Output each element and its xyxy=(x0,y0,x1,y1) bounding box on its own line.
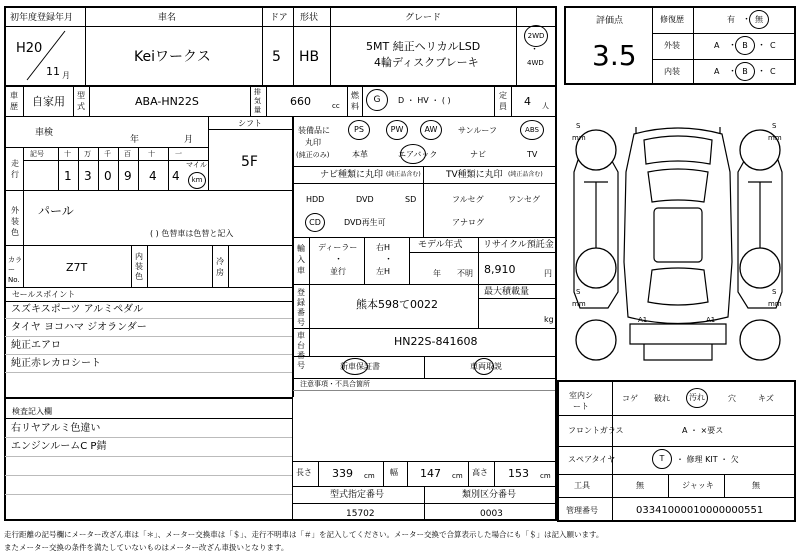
mile-unit: マイル xyxy=(186,161,207,169)
manual-circle xyxy=(474,358,494,375)
equip-airbag-circle xyxy=(400,144,426,164)
equip-airbag: エアバック xyxy=(398,150,438,159)
reg-number-label: 登録番号 xyxy=(297,288,305,327)
tv-type-label: TV種類に丸印 xyxy=(446,170,503,180)
displacement-value: 660 xyxy=(290,95,311,108)
seat-stain-circle: 汚れ xyxy=(686,388,708,408)
model-year-unit: 年 xyxy=(433,269,441,278)
model-year-unknown: 不明 xyxy=(457,269,473,278)
mile-header-ichi: 一 xyxy=(175,150,182,158)
footer-note-1: 走行距離の記号欄にメーター改ざん車は「＊」、メーター交換車は「＄」、走行不明車は「＃」を記入してください。メーター交換で合算表示した場合にも「＄」は記入願います。 xyxy=(4,530,604,539)
equip-aw-circle: AW xyxy=(420,120,442,140)
drive-2wd-circle: 2WD xyxy=(524,25,548,47)
inspection-notes-label: 検査記入欄 xyxy=(12,407,52,416)
caution-label: 注意事項・不具合箇所 xyxy=(300,380,370,388)
inspection-year: 年 xyxy=(130,135,140,145)
tv-oneseg: ワンセグ xyxy=(508,195,540,204)
inspection-note-1: 右リヤアルミ色違い xyxy=(11,423,101,434)
equip-sunroof: サンルーフ xyxy=(458,126,497,135)
diagram-mm-tr: mm xyxy=(768,134,782,142)
diagram-mm-tl: mm xyxy=(572,134,586,142)
diagram-s-tl: S xyxy=(576,122,581,130)
rating-label: 評価点 xyxy=(596,16,624,26)
equip-navi: ナビ xyxy=(470,150,486,159)
fuel-options: D ・ HV ・ ( ) xyxy=(398,96,451,105)
equip-abs-circle: ABS xyxy=(520,120,544,140)
mile-header-sign: 記号 xyxy=(30,150,44,158)
car-damage-diagram xyxy=(560,112,796,374)
mile-header-sen: 千 xyxy=(104,150,111,158)
jack-value: 無 xyxy=(752,481,760,490)
repair-yes: 有 xyxy=(727,15,735,24)
interior-grade-a: A xyxy=(714,67,720,76)
diagram-s-bl: S xyxy=(576,288,581,296)
cooling-label: 冷房 xyxy=(216,257,224,277)
warranty-label: 新車保証書 xyxy=(340,362,380,371)
type-value: ABA-HN22S xyxy=(135,95,199,108)
repair-no-circle: 無 xyxy=(749,10,769,29)
diagram-a1-left: A1 xyxy=(638,316,648,324)
sales-point-4: 純正赤レカロシート xyxy=(11,358,101,369)
diagram-s-tr: S xyxy=(772,122,777,130)
fuel-g-circle: G xyxy=(366,89,388,111)
sales-point-1: スズキスポーツ アルミペダル xyxy=(11,304,144,315)
windshield-label: フロントガラス xyxy=(568,426,624,435)
tv-analog: アナログ xyxy=(452,218,484,227)
navi-dvd-play: DVD再生可 xyxy=(344,218,386,227)
shift-value: 5F xyxy=(241,154,258,170)
footer-note-2: またメーター交換の条件を満たしていないものはメーター改ざん車扱いとなります。 xyxy=(4,543,289,552)
mile-header-hyaku: 百 xyxy=(124,150,131,158)
inspection-label: 車検 xyxy=(35,128,54,138)
seat-label: 室内シート xyxy=(569,391,593,411)
navi-hdd: HDD xyxy=(306,195,325,204)
type-label: 型式 xyxy=(77,91,85,111)
mile-digit-1: 1 xyxy=(64,169,72,183)
equip-ps-circle: PS xyxy=(348,120,370,140)
inspection-note-2: エンジンルームC P錆 xyxy=(11,441,107,452)
length-unit: cm xyxy=(364,472,375,480)
grade-label: グレード xyxy=(405,13,442,23)
equip-leather: 本革 xyxy=(352,150,368,159)
windshield-options: A ・ ×要ス xyxy=(682,426,724,435)
type-designation-value: 15702 xyxy=(346,509,375,519)
mile-digit-6: 4 xyxy=(172,169,180,183)
fuel-label: 燃料 xyxy=(351,91,359,111)
exterior-color-value: パール xyxy=(38,204,74,218)
spare-t-circle: T xyxy=(652,449,672,469)
exterior-label: 外装 xyxy=(664,41,680,50)
vin-value: HN22S-841608 xyxy=(394,335,478,348)
interior-dot-2: ・ xyxy=(757,67,767,77)
spare-tire-options: ・ 修理 KIT ・ 欠 xyxy=(676,455,739,464)
width-value: 147 xyxy=(420,467,441,480)
exterior-grade-a: A xyxy=(714,41,720,50)
max-load-unit: kg xyxy=(544,315,554,324)
length-label: 長さ xyxy=(296,468,312,477)
diagram-mm-bl: mm xyxy=(572,300,586,308)
capacity-unit: 人 xyxy=(542,102,549,110)
import-dot-2: ・ xyxy=(384,255,394,265)
exterior-dot-1: ・ xyxy=(728,41,738,51)
vin-label: 車台 号 xyxy=(297,331,305,370)
inspection-month: 月 xyxy=(184,135,194,145)
equip-tv: TV xyxy=(527,150,538,159)
tool-label: 工具 xyxy=(574,481,590,490)
displacement-unit: cc xyxy=(332,102,340,110)
drive-dot: ・ xyxy=(530,45,540,55)
mileage-label: 走行 xyxy=(11,159,19,179)
grade-line-2: 4輪ディスクブレーキ xyxy=(374,56,479,69)
color-change-note: ( ) 色替車は色替と記入 xyxy=(150,229,234,238)
interior-grade-b-circle: B xyxy=(735,62,755,81)
reg-month: 11 xyxy=(46,65,60,78)
spare-tire-label: スペアタイヤ xyxy=(568,455,616,464)
rating-score: 3.5 xyxy=(592,39,637,72)
reg-era: H20 xyxy=(16,41,43,56)
import-dealer: ディーラー xyxy=(318,243,358,252)
tool-value: 無 xyxy=(636,481,644,490)
tv-pure-note: (純正品含む) xyxy=(508,171,543,178)
sales-point-3: 純正エアロ xyxy=(11,340,61,351)
color-code-value: Z7T xyxy=(66,261,88,274)
import-right-hand: 右H xyxy=(376,243,391,252)
import-left-hand: 左H xyxy=(376,267,391,276)
body-shape: HB xyxy=(299,49,320,65)
height-unit: cm xyxy=(540,472,551,480)
recycle-value: 8,910 xyxy=(484,263,516,276)
repair-history-label: 修復歴 xyxy=(660,15,684,24)
capacity-label: 定員 xyxy=(499,91,507,111)
model-name: Keiワークス xyxy=(134,49,211,65)
jack-label: ジャッキ xyxy=(682,481,714,490)
seat-burn: コゲ xyxy=(622,394,638,403)
diagram-mm-br: mm xyxy=(768,300,782,308)
exterior-dot-2: ・ xyxy=(757,41,767,51)
class-number-label: 類別区分番号 xyxy=(462,490,517,500)
height-value: 153 xyxy=(508,467,529,480)
import-label: 輸入車 xyxy=(297,244,305,275)
seat-scratch: キズ xyxy=(758,394,774,403)
type-designation-label: 型式指定番号 xyxy=(330,490,385,500)
length-value: 339 xyxy=(332,467,353,480)
recycle-label: リサイクル預託金 xyxy=(483,240,554,250)
import-dot-1: ・ xyxy=(334,255,344,265)
interior-label: 内装 xyxy=(664,67,680,76)
navi-type-label: ナビ種類に丸印 xyxy=(320,170,384,180)
class-number-value: 0003 xyxy=(480,509,503,519)
reg-number-value: 熊本598て0022 xyxy=(356,298,438,311)
model-label: 車名 xyxy=(158,13,177,23)
diagram-s-br: S xyxy=(772,288,777,296)
model-year-label: モデル年式 xyxy=(418,240,463,250)
mile-digit-5: 4 xyxy=(149,169,157,183)
shape-label: 形状 xyxy=(300,13,319,23)
use-value: 自家用 xyxy=(32,95,65,108)
width-unit: cm xyxy=(452,472,463,480)
door-count: 5 xyxy=(272,49,281,65)
width-label: 幅 xyxy=(390,468,398,477)
mile-header-juu: 十 xyxy=(148,150,155,158)
color-code-label: カラーNo. xyxy=(8,256,22,284)
manual-label: 車両取説 xyxy=(470,362,502,371)
sales-points-label: セールスポイント xyxy=(12,290,76,299)
door-label: ドア xyxy=(270,13,288,23)
equip-pw-circle: PW xyxy=(386,120,408,140)
repair-dot: ・ xyxy=(742,15,752,25)
diagram-a1-right: A1 xyxy=(706,316,716,324)
history-label: 車歴 xyxy=(10,91,18,111)
grade-line-1: 5MT 純正ヘリカルLSD xyxy=(366,40,481,53)
shift-label: シフト xyxy=(238,119,262,128)
warranty-circle xyxy=(342,358,368,375)
km-circle: km xyxy=(188,172,206,189)
exterior-color-label: 外装色 xyxy=(11,206,19,237)
sales-point-2: タイヤ ヨコハマ ジオランダー xyxy=(11,322,147,333)
navi-dvd: DVD xyxy=(356,195,374,204)
height-label: 高さ xyxy=(472,468,488,477)
max-load-label: 最大積載量 xyxy=(484,287,530,297)
interior-grade-c: C xyxy=(770,67,776,76)
seat-hole: 穴 xyxy=(728,394,736,403)
mile-digit-2: 3 xyxy=(84,169,92,183)
mile-header-man: 万 xyxy=(84,150,91,158)
management-number-label: 管理番号 xyxy=(566,506,598,515)
tv-fullseg: フルセグ xyxy=(452,195,484,204)
displacement-label: 排気量 xyxy=(254,88,261,114)
navi-sd: SD xyxy=(405,195,417,204)
mile-digit-4: 9 xyxy=(124,169,132,183)
import-parallel: 並行 xyxy=(330,267,346,276)
navi-pure-note: (純正品含む) xyxy=(386,171,421,178)
reg-year-label: 初年度登録年月 xyxy=(10,13,74,23)
exterior-grade-c: C xyxy=(770,41,776,50)
equipment-label-2: 丸印 xyxy=(305,138,321,147)
interior-dot-1: ・ xyxy=(728,67,738,77)
exterior-grade-b-circle: B xyxy=(735,36,755,55)
equipment-label-1: 装備品に xyxy=(298,126,330,135)
equipment-label-3: (純正のみ) xyxy=(296,151,330,159)
management-number-value: 03341000010000000551 xyxy=(636,505,764,516)
recycle-yen: 円 xyxy=(544,269,552,278)
navi-cd-circle: CD xyxy=(305,213,325,232)
drive-4wd: 4WD xyxy=(527,59,544,67)
mile-header-10man: 十 xyxy=(64,150,71,158)
capacity-value: 4 xyxy=(524,95,531,108)
reg-month-unit: 月 xyxy=(62,71,70,80)
interior-color-label: 内装色 xyxy=(135,252,143,281)
seat-tear: 破れ xyxy=(654,394,670,403)
mile-digit-3: 0 xyxy=(104,169,112,183)
